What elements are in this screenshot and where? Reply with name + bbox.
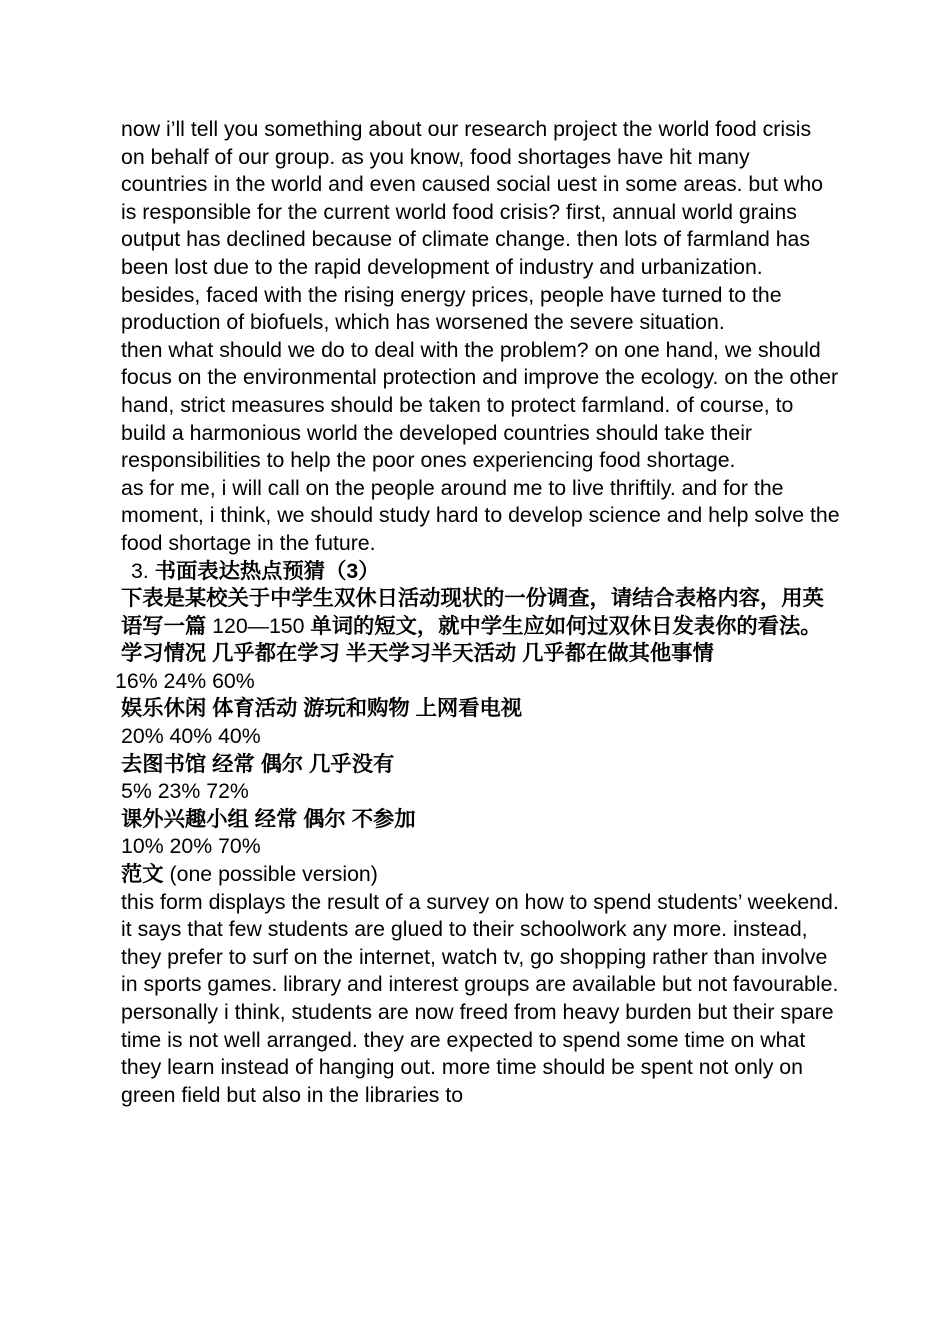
library-values: 5% 23% 72% [121, 779, 249, 804]
model-paragraph-2: personally i think, students are now freed from heavy burden but their spare time is not well arranged. they are expected to spend some time on what they learn instead of hanging out. more time should be spent not only on green field but also in the libraries to [121, 1000, 834, 1107]
leisure-header: 娱乐休闲 体育活动 游玩和购物 上网看电视 [121, 696, 523, 721]
essay1-paragraph-1: now i’ll tell you something about our research project the world food crisis on behalf of our group. as you know, food shortages have hit many countries in the world and even caused social uest in some areas. but who is responsible for the current world food crisis? first, annual world grains output has declined because of climate change. then lots of farmland has been lost due to the rapid development of industry and urbanization. besides, faced with the rising energy prices, people have turned to the production of biofuels, which has worsened the severe situation. [121, 117, 824, 335]
task-prompt-part-a: 下表是某校关于中学生双休日活动现状的一份调查，请结合表格内容，用英语写一篇 [121, 586, 824, 638]
library-header: 去图书馆 经常 偶尔 几乎没有 [121, 751, 395, 776]
club-header: 课外兴趣小组 经常 偶尔 不参加 [121, 806, 416, 831]
word-count-range: 120—150 [212, 613, 305, 638]
model-label-note: (one possible version) [169, 862, 378, 887]
section-3-heading [115, 558, 840, 586]
section-number: 3. [131, 558, 149, 583]
model-paragraph-1: this form displays the result of a survey on how to spend students’ weekend. it says that few students are glued to their schoolwork any more. instead, they prefer to surf on the internet, watch tv, go shopping rather than involve in sports games. library and interest groups are available but not favourable. [121, 889, 839, 997]
model-label: 范文 [121, 862, 164, 887]
club-values: 10% 20% 70% [121, 834, 261, 859]
study-values: 16% 24% 60% [115, 668, 255, 693]
essay1-paragraph-3: as for me, i will call on the people around me to live thriftily. and for the moment, i think, we should study hard to develop science and help solve the food shortage in the future. [121, 475, 840, 555]
document-page [115, 116, 840, 1109]
model-essay-label [115, 861, 840, 889]
task-prompt [115, 585, 840, 668]
essay1-paragraph-2: then what should we do to deal with the problem? on one hand, we should focus on the environmental protection and improve the ecology. on the other hand, strict measures should be taken to protect farmland. of course, to build a harmonious world the developed countries should take their responsibilities to help the poor ones experiencing food shortage. [121, 337, 839, 473]
task-prompt-part-b: 单词的短文，就中学生应如何过双休日发表你的看法。学习情况 几乎都在学习 半天学习半天活动 几乎都在做其他事情 [121, 613, 822, 666]
section-title: 书面表达热点预猜（3） [154, 558, 380, 583]
leisure-values: 20% 40% 40% [121, 724, 261, 749]
